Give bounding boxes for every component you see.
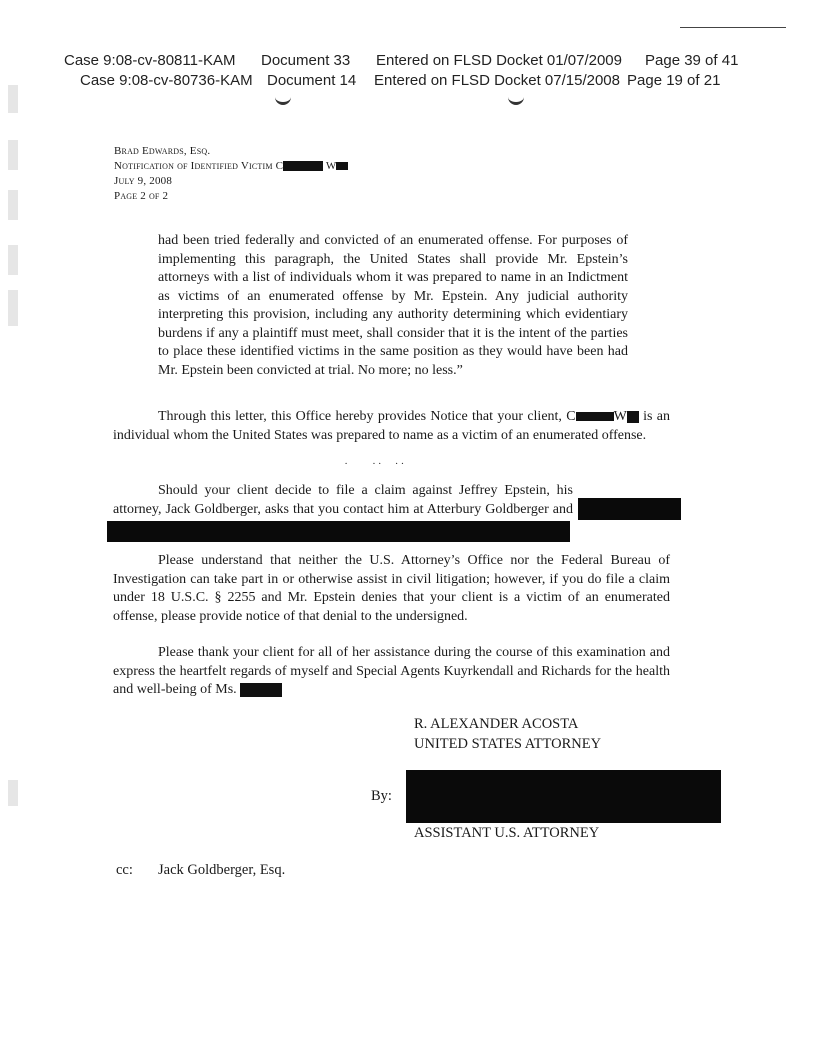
redaction	[578, 498, 681, 520]
header-mark	[508, 96, 524, 105]
scan-specks: · · · · ·	[342, 458, 405, 470]
notice-paragraph	[113, 408, 670, 445]
notice-text: Through this letter, this Office hereby provides Notice that your client, C	[158, 409, 576, 424]
subject-line	[114, 159, 348, 174]
thanks-text: Please thank your client for all of her assistance during the course of this examination and express the heartfelt regards of myself and Special Agents Kuyrkendall and Richards for the health and well-being of Ms.	[113, 645, 670, 697]
notice-text: W	[613, 409, 627, 424]
scan-artifact	[8, 140, 18, 170]
us-attorney-name: R. ALEXANDER ACOSTA	[414, 716, 579, 732]
docket-header-line-2	[0, 72, 816, 92]
redaction	[107, 521, 570, 542]
subject: Notification of Identified Victim C	[114, 160, 284, 172]
us-attorney-title: UNITED STATES ATTORNEY	[414, 736, 602, 752]
document-number: Document 14	[267, 72, 357, 89]
by-label: By:	[371, 788, 392, 804]
cc-label: cc:	[116, 862, 133, 878]
signer-title: ASSISTANT U.S. ATTORNEY	[414, 825, 600, 841]
redaction	[283, 161, 323, 171]
scan-artifact	[8, 245, 18, 275]
quoted-agreement-paragraph	[158, 232, 628, 380]
paragraph-text: had been tried federally and convicted of an enumerated offense. For purposes of implementing this paragraph, the United States shall provide Mr. Epstein’s attorneys with a list of individuals whom it was prepared to name in an Indictment as victims of an enumerated offense by Mr. Epstein. Any judicial authority interpreting this provision, including any authority determining which evidentiary burdens if any a plaintiff must meet, shall consider that it is the intent of the parties to place these identified victims in the same position as they would have been had Mr. Epstein been convicted at trial. No more; no less.”	[158, 233, 628, 378]
redaction	[336, 162, 348, 170]
scan-artifact	[8, 290, 18, 326]
paragraph-text	[113, 644, 670, 700]
paragraph-text: Please understand that neither the U.S. Attorney’s Office nor the Federal Bureau of Investigation can take part in or otherwise assist in civil litigation; however, if you do file a claim under 18 U.S.C. § 2255 and Mr. Epstein denies that your client is a victim of an enumerated offense, please provide notice of that denial to the undersigned.	[113, 553, 670, 624]
header-mark	[275, 96, 291, 105]
page-count: Page 39 of 41	[645, 52, 739, 69]
docket-entry: Entered on FLSD Docket 01/07/2009	[376, 52, 622, 69]
letterhead	[114, 144, 348, 204]
docket-header-line-1	[0, 52, 816, 72]
redaction	[576, 412, 614, 421]
document-number: Document 33	[261, 52, 351, 69]
letter-date: July 9, 2008	[114, 175, 173, 187]
paragraph-text	[113, 408, 670, 445]
scan-artifact	[8, 190, 18, 220]
recipient: Brad Edwards, Esq.	[114, 145, 211, 157]
litigation-paragraph	[113, 552, 670, 626]
docket-entry: Entered on FLSD Docket 07/15/2008	[374, 72, 620, 89]
thanks-paragraph	[113, 644, 670, 700]
signature-redaction	[406, 770, 721, 823]
letter-page: Page 2 of 2	[114, 190, 169, 202]
scan-artifact	[8, 780, 18, 806]
redaction	[627, 411, 639, 423]
case-number: Case 9:08-cv-80736-KAM	[80, 72, 253, 89]
paragraph-text: Should your client decide to file a claim against Jeffrey Epstein, his attorney, Jack Goldberger, asks that you contact him at Atterbury Goldberger and	[113, 483, 573, 517]
case-number: Case 9:08-cv-80811-KAM	[64, 52, 236, 69]
top-rule	[680, 27, 786, 28]
redaction	[240, 683, 282, 697]
notice-text: is an individual whom the United States was prepared to name as a victim of an enumerated offense.	[113, 409, 671, 443]
cc-recipient: Jack Goldberger, Esq.	[158, 862, 286, 878]
subject-suffix: W	[325, 160, 337, 172]
page-count: Page 19 of 21	[627, 72, 721, 89]
